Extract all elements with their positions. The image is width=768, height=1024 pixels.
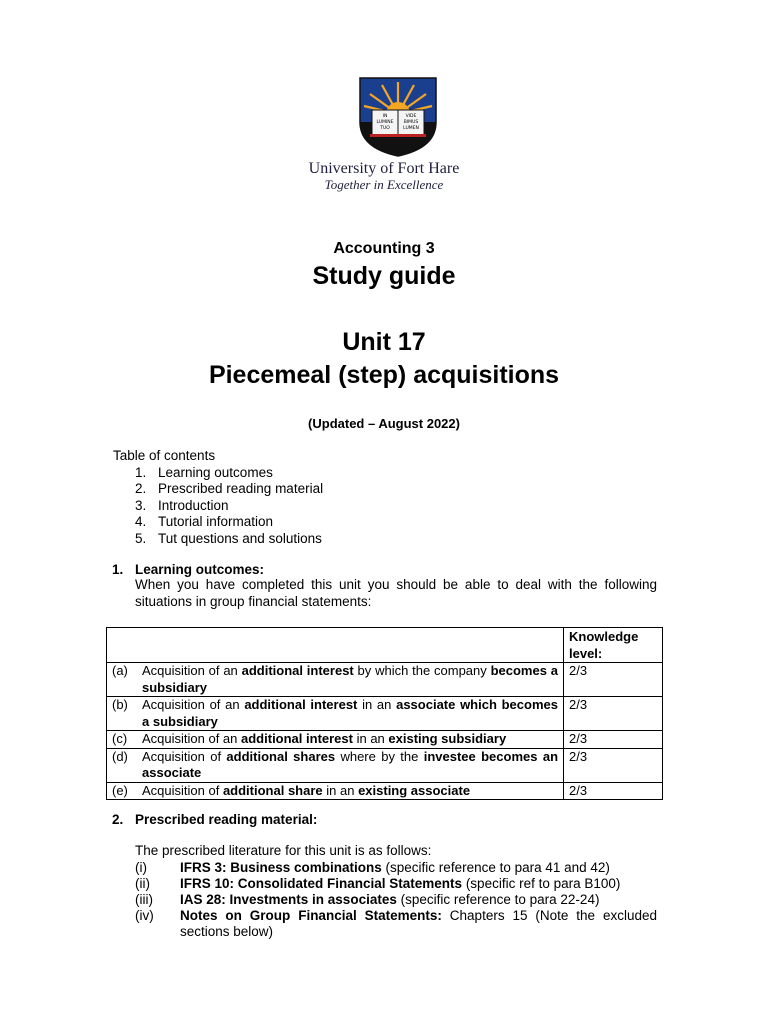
- outcome-text-part: Acquisition of: [142, 782, 223, 798]
- toc-item-number: 3.: [135, 497, 147, 513]
- outcome-text-bold: additional shares: [226, 748, 336, 764]
- literature-list: [135, 860, 657, 940]
- crest-text: TUO: [380, 126, 390, 131]
- outcome-text: [142, 697, 558, 730]
- outcome-text-part: where by the: [335, 748, 424, 764]
- knowledge-level-cell: 2/3: [564, 748, 663, 782]
- outcome-text: [142, 783, 470, 800]
- crest-text: LUMEN: [403, 126, 419, 131]
- toc-item-number: 1.: [135, 464, 147, 480]
- outcome-label: (b): [112, 697, 128, 712]
- outcome-text-bold: existing associate: [358, 782, 471, 798]
- outcome-cell: [107, 697, 564, 731]
- outcome-text-part: Acquisition of an: [142, 697, 245, 712]
- crest-text: LUMINE: [376, 120, 394, 125]
- literature-item-text: [180, 876, 657, 892]
- section-heading: [112, 812, 657, 827]
- toc-item: [135, 481, 673, 498]
- table-row: [107, 697, 663, 731]
- unit-number: Unit 17: [342, 328, 426, 356]
- university-name: University of Fort Hare: [308, 160, 460, 177]
- knowledge-level-cell: 2/3: [564, 782, 663, 800]
- literature-item-detail: (specific ref to para B100): [462, 875, 621, 891]
- outcome-text-part: in an: [357, 697, 397, 712]
- literature-item-number: (iv): [135, 907, 154, 923]
- literature-item-text: [180, 860, 657, 876]
- literature-item-title: Notes on Group Financial Statements:: [180, 907, 442, 923]
- outcome-text: [142, 749, 558, 782]
- outcome-label: (a): [112, 663, 128, 678]
- knowledge-level-cell: 2/3: [564, 731, 663, 749]
- literature-item-number: (iii): [135, 891, 153, 907]
- section-learning-outcomes: [112, 562, 657, 610]
- crest-text: IN: [382, 114, 388, 119]
- literature-item-detail: Chapters 15 (Note the excluded sections below): [180, 907, 658, 939]
- toc-item-number: 5.: [135, 530, 147, 546]
- outcome-text-bold: additional share: [222, 782, 323, 798]
- toc-item-number: 4.: [135, 514, 147, 529]
- toc-list: [135, 465, 673, 548]
- section-heading: [112, 562, 657, 577]
- toc-item-label: Tutorial information: [158, 514, 274, 529]
- outcome-text-part: in an: [352, 731, 389, 746]
- toc-item: [135, 465, 673, 482]
- toc-item: [135, 514, 673, 531]
- section-intro: The prescribed literature for this unit is as follows:: [135, 843, 432, 858]
- table-header-cell: Knowledge level:: [564, 628, 663, 663]
- literature-item-detail: (specific reference to para 41 and 42): [381, 859, 610, 875]
- literature-item-number: (ii): [135, 875, 150, 891]
- outcome-cell: [107, 748, 564, 782]
- literature-item-title: IFRS 3: Business combinations: [180, 859, 382, 875]
- table-row: [107, 782, 663, 800]
- table-of-contents: [113, 448, 673, 547]
- outcome-text-bold: investee becomes an associate: [142, 748, 559, 780]
- section-number: 2.: [112, 812, 124, 827]
- literature-item-title: IAS 28: Investments in associates: [180, 891, 397, 907]
- outcome-text-bold: becomes a subsidiary: [142, 663, 558, 695]
- outcome-text-bold: associate which becomes a subsidiary: [142, 697, 558, 729]
- literature-item: [135, 876, 657, 892]
- literature-item-number: (i): [135, 859, 147, 875]
- knowledge-level-cell: 2/3: [564, 663, 663, 697]
- course-title: Accounting 3: [333, 240, 435, 257]
- literature-item: [135, 908, 657, 940]
- toc-item: [135, 498, 673, 515]
- toc-item: [135, 531, 673, 548]
- outcome-text-bold: additional interest: [241, 731, 353, 746]
- section-title: Learning outcomes:: [135, 562, 265, 577]
- crest-text: BIMUS: [403, 120, 419, 125]
- outcome-text-part: Acquisition of an: [142, 663, 242, 678]
- outcome-text-part: by which the company: [353, 663, 491, 678]
- outcome-text-bold: existing subsidiary: [388, 731, 507, 746]
- table-header-cell: [107, 628, 564, 663]
- literature-item: [135, 892, 657, 908]
- toc-heading: Table of contents: [113, 448, 216, 463]
- outcome-text-part: in an: [322, 782, 359, 798]
- outcome-text-part: Acquisition of: [142, 748, 227, 764]
- toc-item-label: Learning outcomes: [158, 464, 273, 480]
- document-type: Study guide: [312, 262, 456, 290]
- outcome-text-bold: additional interest: [241, 663, 354, 678]
- toc-item-label: Introduction: [158, 497, 229, 513]
- section-title: Prescribed reading material:: [135, 812, 318, 827]
- outcome-text: [142, 731, 506, 748]
- literature-item: [135, 860, 657, 876]
- literature-item-title: IFRS 10: Consolidated Financial Statements: [180, 875, 463, 891]
- updated-date: (Updated – August 2022): [308, 416, 460, 431]
- literature-item-text: [180, 892, 657, 908]
- toc-item-number: 2.: [135, 481, 147, 496]
- outcome-text: [142, 663, 558, 696]
- literature-item-text: [180, 908, 657, 940]
- university-motto: Together in Excellence: [324, 177, 444, 192]
- section-prescribed-reading: [112, 812, 657, 940]
- university-crest-logo: [358, 76, 438, 158]
- table-header-row: [107, 628, 663, 663]
- table-row: [107, 731, 663, 749]
- table-row: [107, 748, 663, 782]
- outcome-cell: [107, 731, 564, 749]
- crest-text: VIDE: [405, 114, 417, 119]
- knowledge-level-cell: 2/3: [564, 697, 663, 731]
- literature-item-detail: (specific reference to para 22-24): [396, 891, 600, 907]
- outcome-cell: [107, 782, 564, 800]
- section-number: 1.: [112, 562, 124, 577]
- toc-item-label: Tut questions and solutions: [158, 530, 322, 546]
- toc-item-label: Prescribed reading material: [158, 481, 324, 496]
- learning-outcomes-table: [106, 627, 663, 800]
- outcome-cell: [107, 663, 564, 697]
- outcome-label: (d): [112, 748, 128, 764]
- outcome-text-bold: additional interest: [244, 697, 358, 712]
- section-intro: When you have completed this unit you should be able to deal with the following situations in group financial statements:: [135, 577, 657, 609]
- unit-topic: Piecemeal (step) acquisitions: [208, 361, 560, 389]
- outcome-label: (c): [112, 731, 128, 746]
- outcome-text-part: Acquisition of an: [142, 731, 242, 746]
- outcome-label: (e): [112, 782, 128, 798]
- table-row: [107, 663, 663, 697]
